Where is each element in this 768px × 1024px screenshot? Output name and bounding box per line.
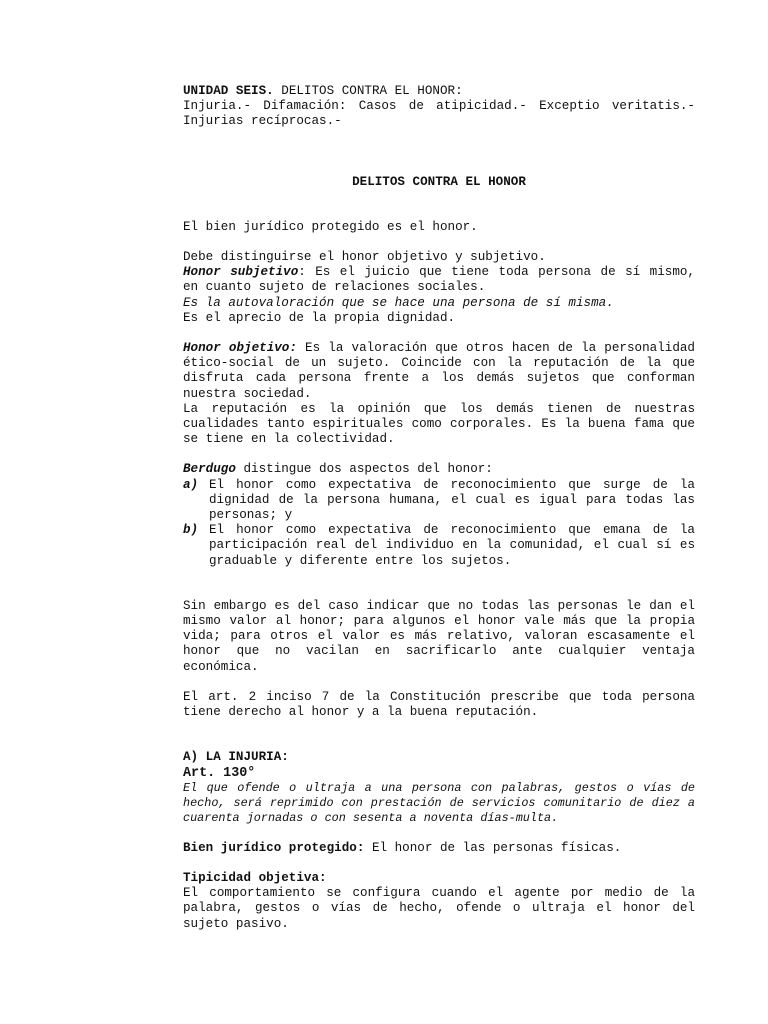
list-item-a	[183, 478, 695, 524]
paragraph-sin-embargo: Sin embargo es del caso indicar que no todas las personas le dan el mismo valor al honor; para algunos el honor vale más que la propia vida; para otros el valor es más relativo, valoran escasamente el honor que no vacilan en sacrificarlo ante cualquier ventaja económica.	[183, 598, 695, 674]
berdugo-intro: distingue dos aspectos del honor:	[235, 462, 493, 477]
text-tipicidad-objetiva: El comportamiento se configura cuando el agente por medio de la palabra, gestos o vías de hecho, ofende o ultraja el honor del sujeto pasivo.	[183, 886, 695, 931]
paragraph-honor-subjetivo	[183, 265, 695, 295]
term-honor-subjetivo: Honor subjetivo	[183, 265, 299, 280]
section-title: DELITOS CONTRA EL HONOR	[352, 174, 526, 189]
unit-heading	[183, 84, 695, 99]
text-bien-protegido: El honor de las personas físicas.	[364, 840, 622, 855]
paragraph-honor-objetivo	[183, 341, 695, 402]
label-tipicidad-objetiva: Tipicidad objetiva:	[183, 870, 327, 885]
list-item-b	[183, 523, 695, 569]
paragraph-berdugo	[183, 462, 695, 477]
def-honor-subjetivo: : Es el juicio que tiene toda persona de sí mismo, en cuanto sujeto de relaciones sociales.	[183, 265, 695, 295]
def-honor-objetivo: Es la valoración que otros hacen de la personalidad ético-social de un sujeto. Coincide con la reputación de la que disfruta cada persona frente a los demás sujetos que conforman nuestra sociedad.	[183, 341, 695, 401]
document-page	[183, 84, 695, 932]
heading-la-injuria: A) LA INJURIA:	[183, 750, 289, 765]
list-marker-b: b)	[183, 523, 199, 538]
list-text-a: El honor como expectativa de reconocimiento que surge de la dignidad de la persona humana, el cual es igual para todas las personas; y	[209, 477, 695, 523]
subjetivo-extra: Es el aprecio de la propia dignidad.	[183, 310, 456, 325]
unit-topics: Injuria.- Difamación: Casos de atipicidad.- Exceptio veritatis.- Injurias recíprocas.-	[183, 99, 695, 129]
list-text-b: El honor como expectativa de reconocimiento que emana de la participación real del individuo en la comunidad, el cual sí es graduable y diferente entre los sujetos.	[209, 523, 695, 568]
label-bien-protegido: Bien jurídico protegido:	[183, 840, 365, 855]
unit-title: DELITOS CONTRA EL HONOR:	[273, 84, 463, 98]
paragraph-bien-protegido	[183, 841, 695, 856]
unit-label: UNIDAD SEIS.	[183, 84, 274, 98]
term-honor-objetivo: Honor objetivo:	[183, 341, 297, 356]
paragraph-constitucion: El art. 2 inciso 7 de la Constitución prescribe que toda persona tiene derecho al honor y a la buena reputación.	[183, 689, 695, 720]
article-text: El que ofende o ultraja a una persona con palabras, gestos o vías de hecho, será reprimido con prestación de servicios comunitario de diez a cuarenta jornadas o con sesenta a noventa días-multa.	[183, 780, 695, 825]
subjetivo-italic-note: Es la autovaloración que se hace una persona de sí misma.	[183, 295, 614, 310]
paragraph-distinguir: Debe distinguirse el honor objetivo y subjetivo.	[183, 250, 546, 265]
paragraph-bien-juridico: El bien jurídico protegido es el honor.	[183, 219, 478, 234]
objetivo-extra: La reputación es la opinión que los demás tienen de nuestras cualidades tanto espirituales como corporales. Es la buena fama que se tiene en la colectividad.	[183, 401, 695, 447]
article-number: Art. 130°	[183, 765, 256, 781]
author-berdugo: Berdugo	[183, 462, 236, 477]
list-marker-a: a)	[183, 477, 199, 492]
